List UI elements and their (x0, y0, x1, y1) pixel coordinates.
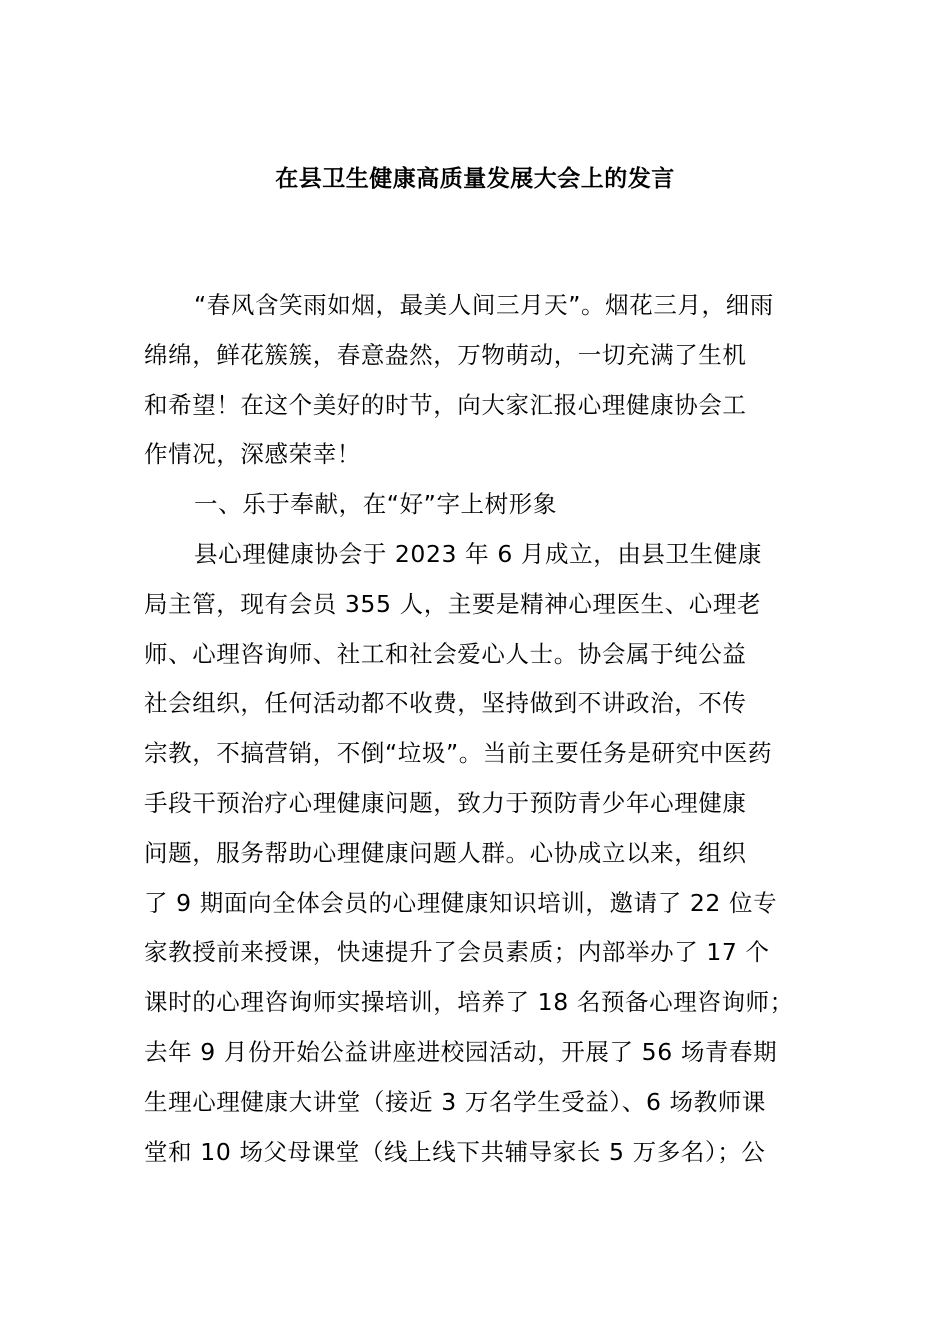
paragraph-line: 宗教，不搞营销，不倒“垃圾”。当前主要任务是研究中医药 (144, 739, 773, 768)
paragraph-line: 作情况，深感荣幸！ (144, 440, 361, 469)
paragraph-line: 问题，服务帮助心理健康问题人群。心协成立以来，组织 (144, 838, 747, 867)
paragraph-line: 社会组织，任何活动都不收费，坚持做到不讲政治，不传 (144, 689, 747, 718)
paragraph-line: 去年 9 月份开始公益讲座进校园活动，开展了 56 场青春期 (144, 1037, 778, 1066)
paragraph-line: 局主管，现有会员 355 人，主要是精神心理医生、心理老 (144, 589, 762, 618)
paragraph-line: “春风含笑雨如烟，最美人间三月天”。烟花三月，细雨 (194, 291, 774, 319)
document-title: 在县卫生健康高质量发展大会上的发言 (275, 166, 675, 192)
paragraph-line: 师、心理咨询师、社工和社会爱心人士。协会属于纯公益 (144, 639, 747, 668)
paragraph-line: 县心理健康协会于 2023 年 6 月成立，由县卫生健康 (194, 539, 762, 568)
paragraph-line: 课时的心理咨询师实操培训，培养了 18 名预备心理咨询师； (144, 988, 794, 1017)
section-heading: 一、乐于奉献，在“好”字上树形象 (194, 490, 557, 519)
paragraph-line: 家教授前来授课，快速提升了会员素质；内部举办了 17 个 (144, 938, 770, 967)
paragraph-line: 和希望！在这个美好的时节，向大家汇报心理健康协会工 (144, 390, 747, 419)
paragraph-line: 堂和 10 场父母课堂（线上线下共辅导家长 5 万多名）；公 (144, 1137, 766, 1166)
paragraph-line: 生理心理健康大讲堂（接近 3 万名学生受益）、6 场教师课 (144, 1087, 766, 1116)
paragraph-line: 绵绵，鲜花簇簇，春意盎然，万物萌动，一切充满了生机 (144, 340, 747, 369)
paragraph-line: 了 9 期面向全体会员的心理健康知识培训，邀请了 22 位专 (144, 888, 778, 917)
paragraph-line: 手段干预治疗心理健康问题，致力于预防青少年心理健康 (144, 788, 747, 817)
document-body (144, 281, 844, 1177)
